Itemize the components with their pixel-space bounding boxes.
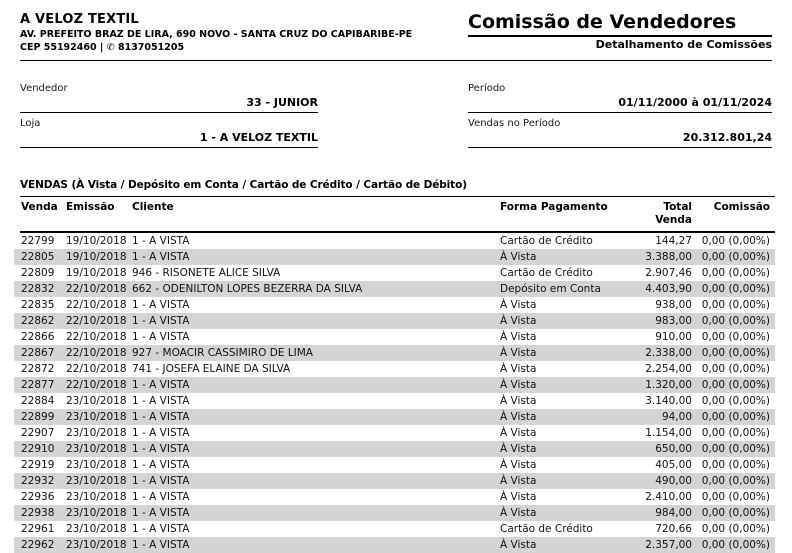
cell-venda: 22809 [21, 267, 55, 279]
cell-total-venda: 2.254,00 [645, 363, 692, 375]
cell-emissao: 22/10/2018 [66, 299, 127, 311]
cell-forma-pagamento: À Vista [500, 507, 537, 519]
cell-comissao: 0,00 (0,00%) [701, 299, 770, 311]
vendas-no-periodo-value: 20.312.801,24 [468, 130, 772, 148]
table-row [14, 265, 775, 281]
table-row [14, 345, 775, 361]
cell-emissao: 23/10/2018 [66, 443, 127, 455]
periodo-value: 01/11/2000 à 01/11/2024 [468, 95, 772, 113]
cell-emissao: 23/10/2018 [66, 539, 127, 551]
cell-emissao: 23/10/2018 [66, 411, 127, 423]
cell-comissao: 0,00 (0,00%) [701, 507, 770, 519]
cell-cliente: 1 - A VISTA [132, 299, 190, 311]
cell-emissao: 19/10/2018 [66, 251, 127, 263]
sales-section-title: VENDAS (À Vista / Depósito em Conta / Cartão de Crédito / Cartão de Débito) [20, 179, 467, 191]
vendedor-value: 33 - JUNIOR [20, 95, 318, 113]
cell-forma-pagamento: À Vista [500, 475, 537, 487]
cell-venda: 22919 [21, 459, 55, 471]
cell-cliente: 741 - JOSEFA ELAINE DA SILVA [132, 363, 291, 375]
cell-emissao: 22/10/2018 [66, 331, 127, 343]
cell-cliente: 1 - A VISTA [132, 379, 190, 391]
fields-right-column [468, 61, 772, 148]
cell-emissao: 22/10/2018 [66, 379, 127, 391]
cell-cliente: 1 - A VISTA [132, 331, 190, 343]
cell-emissao: 23/10/2018 [66, 491, 127, 503]
column-header-emissao: Emissão [66, 201, 115, 213]
cell-emissao: 23/10/2018 [66, 507, 127, 519]
cell-total-venda: 984,00 [655, 507, 692, 519]
cell-total-venda: 2.338,00 [645, 347, 692, 359]
title-block [468, 12, 772, 54]
cell-venda: 22867 [21, 347, 55, 359]
cell-cliente: 1 - A VISTA [132, 459, 190, 471]
cell-forma-pagamento: Depósito em Conta [500, 283, 601, 295]
cell-forma-pagamento: À Vista [500, 379, 537, 391]
field-loja [20, 118, 318, 148]
column-header-venda: Venda [21, 201, 58, 213]
cell-venda: 22799 [21, 235, 55, 247]
column-header-cliente: Cliente [132, 201, 174, 213]
cell-venda: 22884 [21, 395, 55, 407]
cell-venda: 22862 [21, 315, 55, 327]
cell-total-venda: 144,27 [655, 235, 692, 247]
field-vendas-no-periodo [468, 118, 772, 148]
cell-forma-pagamento: À Vista [500, 299, 537, 311]
table-row [14, 505, 775, 521]
cell-comissao: 0,00 (0,00%) [701, 427, 770, 439]
cell-emissao: 22/10/2018 [66, 363, 127, 375]
cell-emissao: 22/10/2018 [66, 315, 127, 327]
cell-cliente: 1 - A VISTA [132, 315, 190, 327]
table-row [14, 457, 775, 473]
cell-comissao: 0,00 (0,00%) [701, 459, 770, 471]
cell-comissao: 0,00 (0,00%) [701, 411, 770, 423]
company-block [20, 12, 412, 54]
cell-venda: 22835 [21, 299, 55, 311]
table-row [14, 361, 775, 377]
vendedor-label: Vendedor [20, 83, 68, 94]
cell-venda: 22962 [21, 539, 55, 551]
cell-total-venda: 490,00 [655, 475, 692, 487]
cell-cliente: 1 - A VISTA [132, 443, 190, 455]
loja-label: Loja [20, 118, 41, 129]
cell-forma-pagamento: À Vista [500, 395, 537, 407]
cell-forma-pagamento: À Vista [500, 331, 537, 343]
cell-venda: 22907 [21, 427, 55, 439]
sales-table [14, 196, 775, 553]
vendas-no-periodo-label: Vendas no Período [468, 118, 561, 129]
page-title: Comissão de Vendedores [468, 12, 772, 37]
table-row [14, 489, 775, 505]
cell-emissao: 23/10/2018 [66, 395, 127, 407]
cell-emissao: 23/10/2018 [66, 523, 127, 535]
cell-forma-pagamento: À Vista [500, 347, 537, 359]
cell-comissao: 0,00 (0,00%) [701, 283, 770, 295]
cell-comissao: 0,00 (0,00%) [701, 395, 770, 407]
cell-comissao: 0,00 (0,00%) [701, 331, 770, 343]
cell-total-venda: 2.357,00 [645, 539, 692, 551]
cell-emissao: 19/10/2018 [66, 235, 127, 247]
table-row [14, 409, 775, 425]
cell-total-venda: 94,00 [661, 411, 692, 423]
company-name: A VELOZ TEXTIL [20, 12, 139, 27]
cell-venda: 22866 [21, 331, 55, 343]
cell-comissao: 0,00 (0,00%) [701, 539, 770, 551]
cell-total-venda: 1.154,00 [645, 427, 692, 439]
cell-forma-pagamento: À Vista [500, 363, 537, 375]
table-row [14, 329, 775, 345]
cell-comissao: 0,00 (0,00%) [701, 235, 770, 247]
table-row [14, 377, 775, 393]
cell-total-venda: 405,00 [655, 459, 692, 471]
cell-forma-pagamento: Cartão de Crédito [500, 267, 593, 279]
cell-comissao: 0,00 (0,00%) [701, 347, 770, 359]
cell-forma-pagamento: À Vista [500, 491, 537, 503]
cell-cliente: 1 - A VISTA [132, 395, 190, 407]
cell-venda: 22832 [21, 283, 55, 295]
cell-forma-pagamento: Cartão de Crédito [500, 235, 593, 247]
column-header-forma-pagamento: Forma Pagamento [500, 201, 608, 213]
cell-total-venda: 1.320,00 [645, 379, 692, 391]
cell-total-venda: 983,00 [655, 315, 692, 327]
cell-cliente: 1 - A VISTA [132, 523, 190, 535]
cell-emissao: 19/10/2018 [66, 267, 127, 279]
cell-comissao: 0,00 (0,00%) [701, 379, 770, 391]
cell-venda: 22805 [21, 251, 55, 263]
table-row [14, 441, 775, 457]
loja-value: 1 - A VELOZ TEXTIL [20, 130, 318, 148]
cell-total-venda: 3.140,00 [645, 395, 692, 407]
cell-cliente: 927 - MOACIR CASSIMIRO DE LIMA [132, 347, 313, 359]
cell-total-venda: 910,00 [655, 331, 692, 343]
table-row [14, 393, 775, 409]
cell-total-venda: 2.907,46 [645, 267, 692, 279]
cell-emissao: 23/10/2018 [66, 459, 127, 471]
cell-venda: 22938 [21, 507, 55, 519]
sales-table-header [20, 196, 775, 233]
cell-cliente: 1 - A VISTA [132, 235, 190, 247]
table-row [14, 249, 775, 265]
column-header-comissao: Comissão [713, 201, 770, 213]
company-phone: 8137051205 [114, 42, 185, 53]
cell-cliente: 1 - A VISTA [132, 539, 190, 551]
cell-cliente: 946 - RISONETE ALICE SILVA [132, 267, 281, 279]
periodo-label: Período [468, 83, 506, 94]
cell-cliente: 1 - A VISTA [132, 427, 190, 439]
cell-emissao: 22/10/2018 [66, 283, 127, 295]
cell-emissao: 23/10/2018 [66, 427, 127, 439]
cell-forma-pagamento: À Vista [500, 251, 537, 263]
cell-cliente: 1 - A VISTA [132, 507, 190, 519]
sales-table-body [14, 233, 775, 553]
cell-venda: 22910 [21, 443, 55, 455]
cell-forma-pagamento: À Vista [500, 459, 537, 471]
cell-emissao: 23/10/2018 [66, 475, 127, 487]
cell-comissao: 0,00 (0,00%) [701, 267, 770, 279]
table-row [14, 313, 775, 329]
cell-venda: 22899 [21, 411, 55, 423]
cell-forma-pagamento: À Vista [500, 411, 537, 423]
table-row [14, 537, 775, 553]
column-header-total-venda: Total Venda [655, 201, 692, 226]
page-subtitle: Detalhamento de Comissões [595, 38, 772, 51]
cell-total-venda: 2.410,00 [645, 491, 692, 503]
cell-comissao: 0,00 (0,00%) [701, 443, 770, 455]
cell-cliente: 662 - ODENILTON LOPES BEZERRA DA SILVA [132, 283, 363, 295]
cell-total-venda: 650,00 [655, 443, 692, 455]
company-contact [20, 41, 412, 54]
cell-forma-pagamento: Cartão de Crédito [500, 523, 593, 535]
cell-emissao: 22/10/2018 [66, 347, 127, 359]
cell-venda: 22872 [21, 363, 55, 375]
cell-comissao: 0,00 (0,00%) [701, 315, 770, 327]
table-row [14, 521, 775, 537]
cell-total-venda: 720,66 [655, 523, 692, 535]
cell-venda: 22936 [21, 491, 55, 503]
cell-forma-pagamento: À Vista [500, 539, 537, 551]
cell-venda: 22961 [21, 523, 55, 535]
cell-cliente: 1 - A VISTA [132, 491, 190, 503]
cell-forma-pagamento: À Vista [500, 315, 537, 327]
cell-total-venda: 4.403,90 [645, 283, 692, 295]
table-row [14, 425, 775, 441]
cell-comissao: 0,00 (0,00%) [701, 523, 770, 535]
phone-icon: ✆ [106, 42, 115, 53]
cell-total-venda: 938,00 [655, 299, 692, 311]
cell-comissao: 0,00 (0,00%) [701, 475, 770, 487]
cell-forma-pagamento: À Vista [500, 443, 537, 455]
cell-total-venda: 3.388,00 [645, 251, 692, 263]
cell-venda: 22932 [21, 475, 55, 487]
fields-left-column [20, 61, 318, 148]
cell-cliente: 1 - A VISTA [132, 475, 190, 487]
cell-comissao: 0,00 (0,00%) [701, 363, 770, 375]
report-header [20, 0, 772, 54]
table-row [14, 281, 775, 297]
cell-comissao: 0,00 (0,00%) [701, 491, 770, 503]
company-cep: CEP 55192460 | [20, 42, 107, 53]
cell-comissao: 0,00 (0,00%) [701, 251, 770, 263]
cell-cliente: 1 - A VISTA [132, 251, 190, 263]
company-address: AV. PREFEITO BRAZ DE LIRA, 690 NOVO - SANTA CRUZ DO CAPIBARIBE-PE [20, 29, 413, 40]
table-row [14, 473, 775, 489]
field-vendedor [20, 83, 318, 113]
table-row [14, 297, 775, 313]
cell-cliente: 1 - A VISTA [132, 411, 190, 423]
filter-fields [20, 61, 772, 148]
field-periodo [468, 83, 772, 113]
table-row [14, 233, 775, 249]
cell-venda: 22877 [21, 379, 55, 391]
cell-forma-pagamento: À Vista [500, 427, 537, 439]
